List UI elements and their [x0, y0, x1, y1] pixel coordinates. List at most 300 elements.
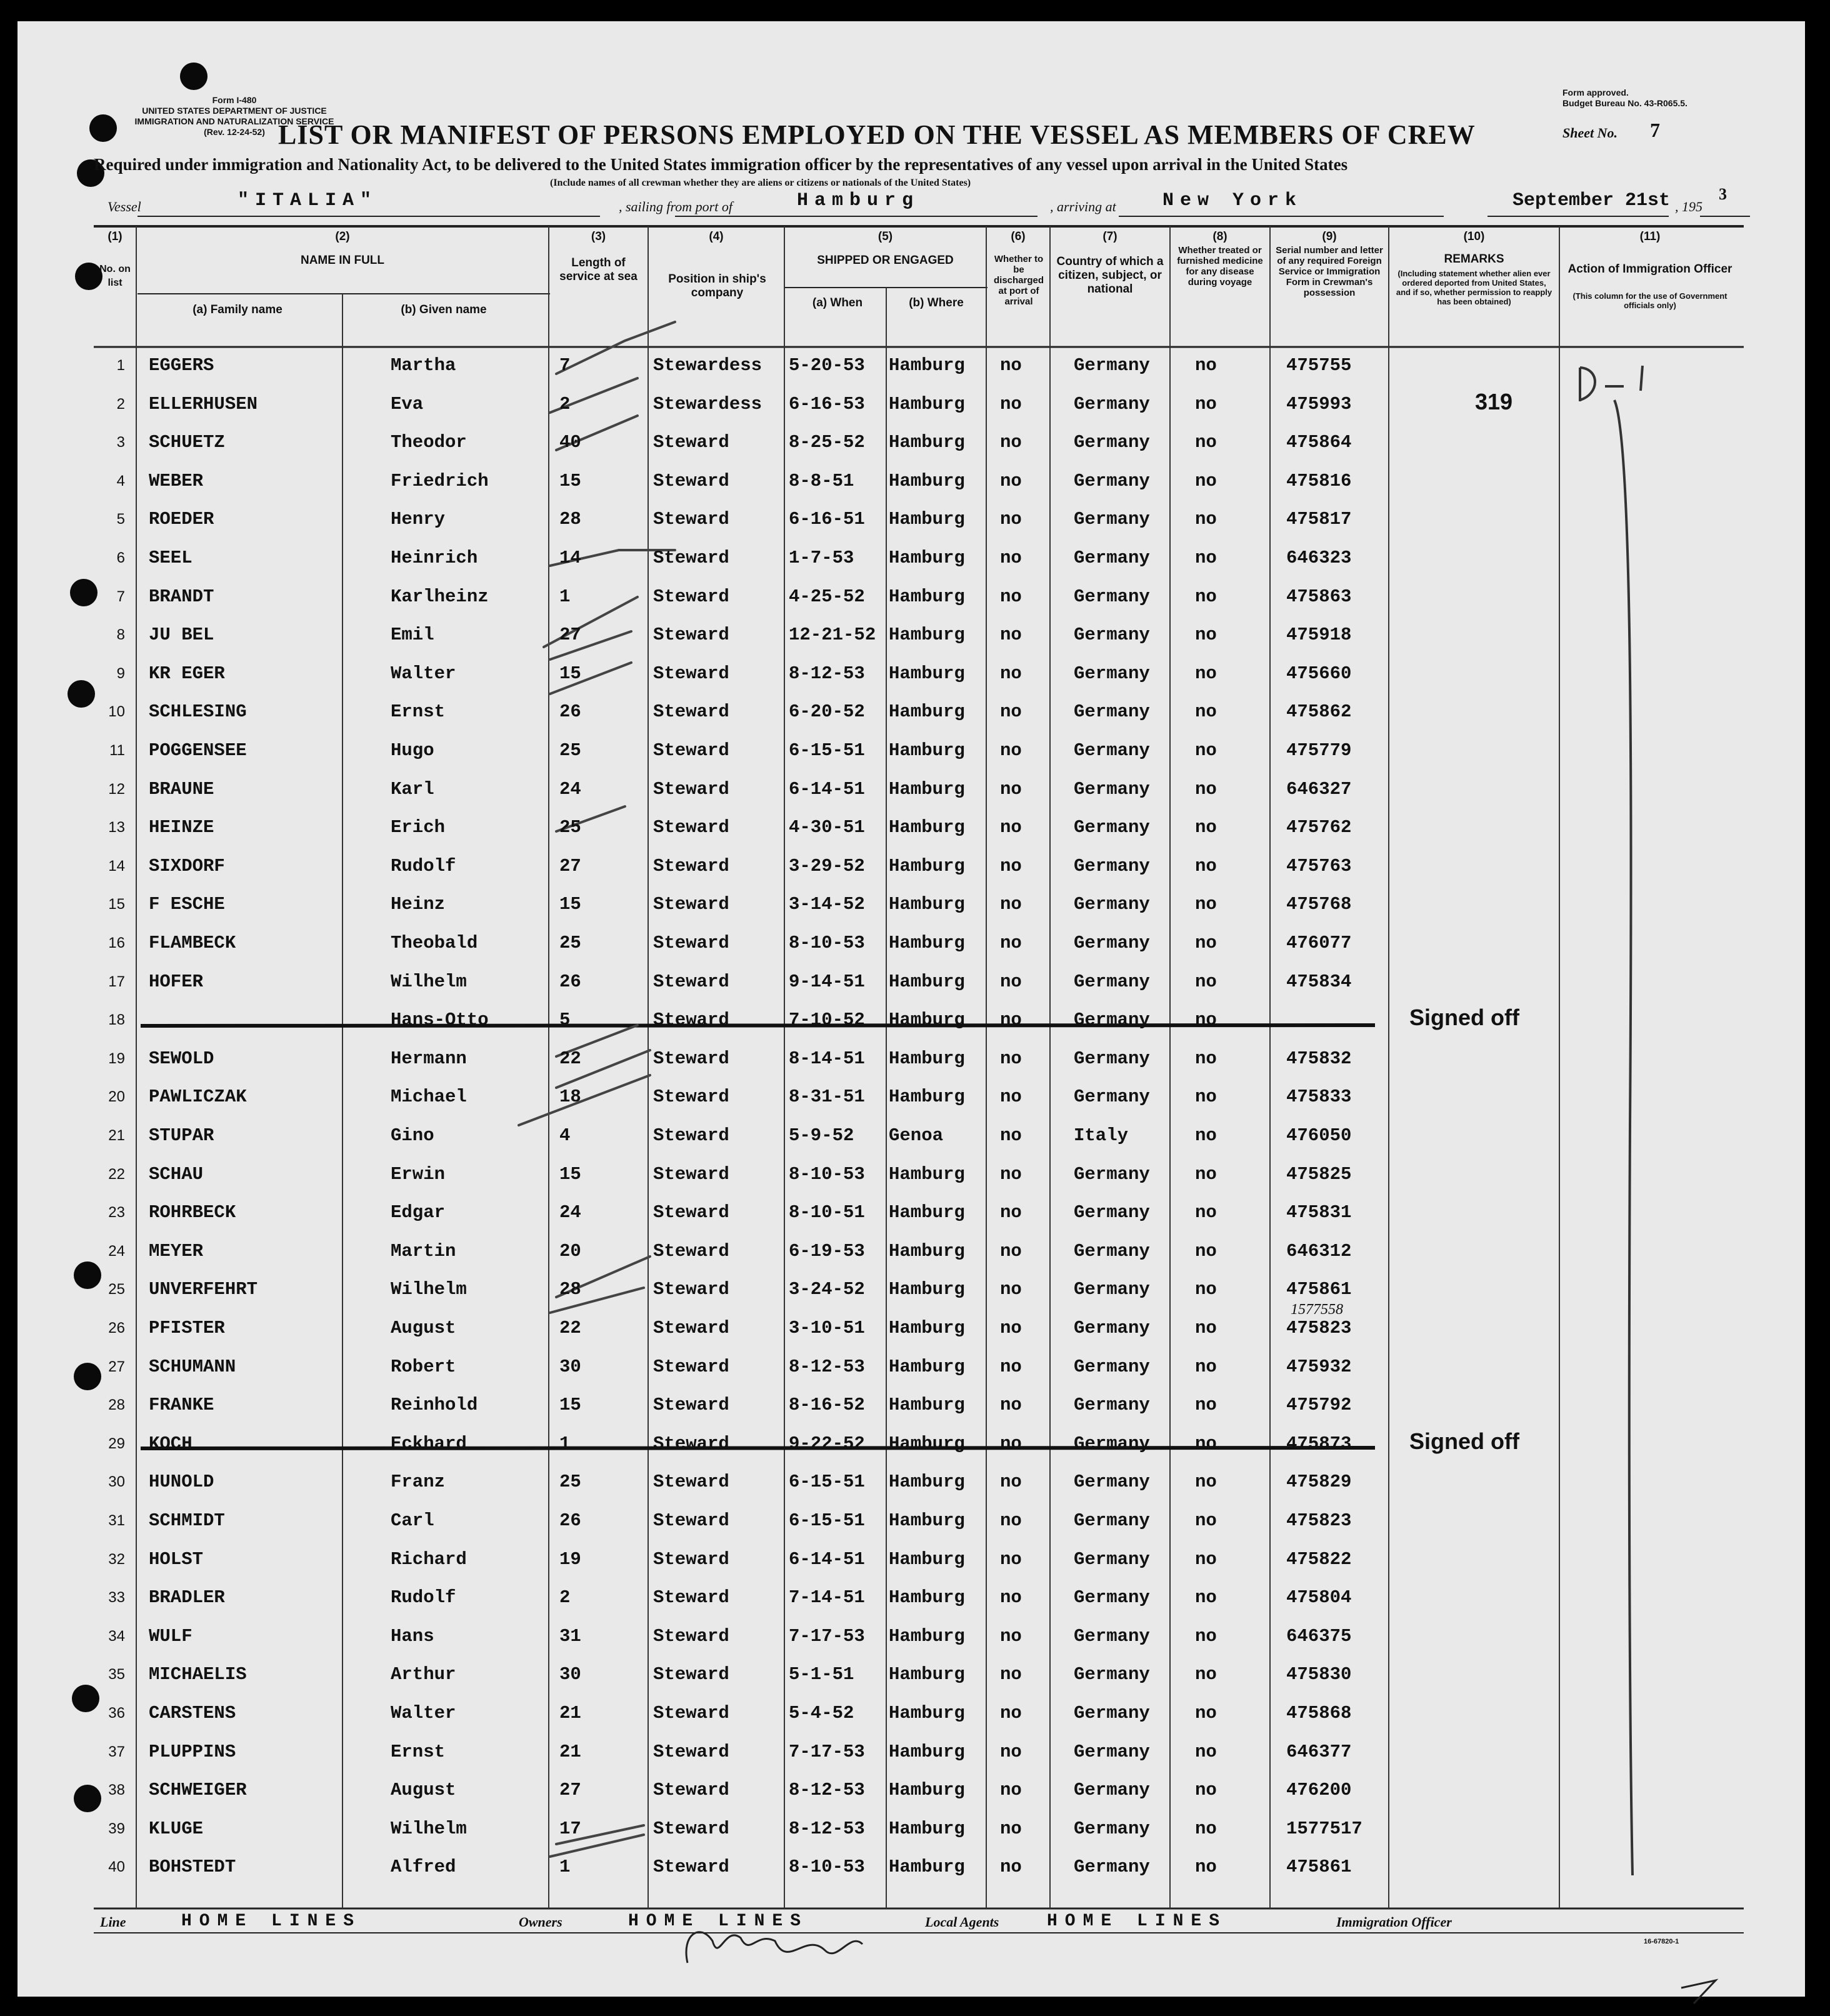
service-length: 1 — [559, 586, 571, 607]
row-number: 5 — [116, 511, 125, 528]
service-length: 25 — [559, 817, 581, 838]
serial-number: 646323 — [1286, 548, 1352, 568]
service-length: 24 — [559, 1202, 581, 1223]
remark: Signed off — [1409, 1005, 1519, 1031]
col5-num: (5) — [878, 230, 893, 243]
row-number: 12 — [108, 780, 125, 798]
col7-num: (7) — [1102, 230, 1118, 243]
budget-bureau: Budget Bureau No. 43-R065.5. — [1562, 98, 1688, 108]
shipped-when: 9-22-52 — [789, 1433, 865, 1454]
row-number: 1 — [116, 357, 125, 374]
medicine: no — [1195, 971, 1217, 992]
given-name: Michael — [391, 1086, 467, 1108]
given-name: Rudolf — [391, 855, 456, 876]
family-name: POGGENSEE — [149, 740, 247, 761]
medicine: no — [1195, 624, 1217, 646]
family-name: PAWLICZAK — [149, 1086, 247, 1108]
serial-number: 475862 — [1286, 701, 1352, 723]
form-approved: Form approved. — [1562, 88, 1629, 98]
given-name: Carl — [391, 1510, 434, 1531]
agents-label: Local Agents — [925, 1914, 999, 1930]
serial-number: 475660 — [1286, 663, 1352, 684]
remarks-note: (Including statement whether alien ever ordered deported from United States, and if so, whether permission to reapply has been obtained) — [1396, 269, 1552, 306]
serial-number: 646375 — [1286, 1625, 1352, 1647]
family-name: HOFER — [149, 971, 204, 992]
shipped-when: 7-14-51 — [789, 1587, 865, 1608]
given-name: Richard — [391, 1548, 467, 1570]
family-name: KR EGER — [149, 663, 225, 684]
shipped-when: 6-20-52 — [789, 701, 865, 723]
country: Germany — [1074, 1395, 1150, 1416]
shipped-where: Hamburg — [889, 393, 965, 414]
discharged: no — [1000, 933, 1022, 953]
medicine: no — [1195, 1086, 1217, 1108]
family-name: SEWOLD — [149, 1048, 214, 1069]
row-number: 29 — [108, 1435, 125, 1452]
country: Germany — [1074, 894, 1150, 915]
medicine: no — [1195, 1010, 1217, 1031]
country: Italy — [1074, 1125, 1129, 1146]
medicine: no — [1195, 1510, 1217, 1531]
discharged: no — [1000, 1472, 1022, 1493]
country: Germany — [1074, 971, 1150, 992]
given-name: Wilhelm — [391, 1818, 467, 1839]
medicine: no — [1195, 548, 1217, 568]
family-name: SCHLESING — [149, 701, 247, 723]
position: Steward — [653, 470, 729, 491]
medicine: no — [1195, 1202, 1217, 1223]
service-length: 4 — [559, 1125, 571, 1146]
medicine: no — [1195, 1857, 1217, 1878]
country: Germany — [1074, 740, 1150, 761]
given-name: Rudolf — [391, 1587, 456, 1608]
medicine: no — [1195, 1741, 1217, 1762]
remarks-header: REMARKS — [1444, 253, 1504, 266]
given-name: Eva — [391, 393, 424, 414]
shipped-when: 8-14-51 — [789, 1048, 865, 1069]
shipped-when: 8-12-53 — [789, 663, 865, 684]
shipped-when: 6-15-51 — [789, 1510, 865, 1531]
shipped-when: 5-4-52 — [789, 1703, 854, 1723]
given-name: Heinz — [391, 894, 446, 915]
serial-number: 475834 — [1286, 971, 1352, 992]
service-length: 26 — [559, 701, 581, 723]
given-name: Theobald — [391, 933, 478, 953]
treated-header: Whether treated or furnished medicine for any disease during voyage — [1177, 245, 1263, 288]
country: Germany — [1074, 355, 1150, 376]
country: Germany — [1074, 548, 1150, 568]
shipped-when: 3-29-52 — [789, 855, 865, 876]
shipped-where: Hamburg — [889, 586, 965, 607]
family-name: WEBER — [149, 470, 204, 491]
position: Steward — [653, 740, 729, 761]
discharged: no — [1000, 1048, 1022, 1069]
country: Germany — [1074, 1356, 1150, 1377]
row-number: 9 — [116, 664, 125, 682]
medicine: no — [1195, 509, 1217, 530]
position: Steward — [653, 855, 729, 876]
position: Steward — [653, 1472, 729, 1493]
country: Germany — [1074, 1741, 1150, 1762]
serial-number: 475832 — [1286, 1048, 1352, 1069]
discharged: no — [1000, 393, 1022, 414]
discharged: no — [1000, 548, 1022, 568]
shipped-where: Hamburg — [889, 1664, 965, 1685]
shipped-when: 8-12-53 — [789, 1818, 865, 1839]
family-name: PFISTER — [149, 1318, 225, 1338]
position: Steward — [653, 509, 729, 530]
serial-number: 475792 — [1286, 1395, 1352, 1416]
position: Stewardess — [653, 355, 762, 376]
position: Steward — [653, 432, 729, 453]
shipped-when: 3-10-51 — [789, 1318, 865, 1338]
include-note: (Include names of all crewman whether they are aliens or citizens or nationals of the United States) — [550, 178, 971, 188]
shipped-where: Hamburg — [889, 470, 965, 491]
shipped-when: 8-31-51 — [789, 1086, 865, 1108]
department: UNITED STATES DEPARTMENT OF JUSTICE — [142, 106, 327, 116]
serial-number: 475817 — [1286, 509, 1352, 530]
country: Germany — [1074, 778, 1150, 800]
shipped-when: 4-30-51 — [789, 817, 865, 838]
position: Steward — [653, 1048, 729, 1069]
row-number: 19 — [108, 1050, 125, 1067]
country: Germany — [1074, 1279, 1150, 1300]
service-length: 40 — [559, 432, 581, 453]
serial-number: 475763 — [1286, 855, 1352, 876]
discharged: no — [1000, 1010, 1022, 1031]
family-name: PLUPPINS — [149, 1741, 236, 1762]
position: Steward — [653, 778, 729, 800]
family-name: FRANKE — [149, 1395, 214, 1416]
family-name: JU BEL — [149, 624, 214, 646]
shipped-where: Genoa — [889, 1125, 944, 1146]
given-name: Hans-Otto — [391, 1010, 489, 1031]
service-length: 14 — [559, 548, 581, 568]
col11-num: (11) — [1639, 230, 1661, 243]
service-length: 15 — [559, 1163, 581, 1185]
service-length: 26 — [559, 1510, 581, 1531]
service-length: 2 — [559, 1587, 571, 1608]
row-number: 32 — [108, 1550, 125, 1568]
shipped-when: 5-9-52 — [789, 1125, 854, 1146]
service: IMMIGRATION AND NATURALIZATION SERVICE — [134, 116, 334, 126]
medicine: no — [1195, 817, 1217, 838]
shipped-when: 8-10-53 — [789, 1163, 865, 1185]
serial-number: 475755 — [1286, 355, 1352, 376]
departure-port: Hamburg — [797, 190, 920, 211]
year-label: , 195 — [1675, 199, 1702, 214]
col8-num: (8) — [1212, 230, 1228, 243]
serial-number: 475868 — [1286, 1703, 1352, 1723]
row-number: 28 — [108, 1397, 125, 1414]
revision: (Rev. 12-24-52) — [204, 127, 265, 137]
serial-number: 475833 — [1286, 1086, 1352, 1108]
position: Steward — [653, 1703, 729, 1723]
service-length: 27 — [559, 855, 581, 876]
line-label: Line — [100, 1914, 126, 1930]
country: Germany — [1074, 624, 1150, 646]
serial-number: 475823 — [1286, 1318, 1352, 1338]
service-length: 7 — [559, 355, 571, 376]
shipped-where: Hamburg — [889, 1048, 965, 1069]
service-length: 25 — [559, 1472, 581, 1493]
shipped-when: 6-16-53 — [789, 393, 865, 414]
position: Steward — [653, 1548, 729, 1570]
row-number: 35 — [108, 1666, 125, 1683]
serial-number: 475861 — [1286, 1279, 1352, 1300]
shipped-when: 8-25-52 — [789, 432, 865, 453]
row-number: 7 — [116, 588, 125, 605]
row-number: 3 — [116, 434, 125, 451]
country: Germany — [1074, 1664, 1150, 1685]
length-header: Length of service at sea — [559, 256, 638, 283]
service-length: 21 — [559, 1703, 581, 1723]
shipped-when: 3-14-52 — [789, 894, 865, 915]
row-number: 31 — [108, 1512, 125, 1529]
given-name: Henry — [391, 509, 446, 530]
discharged: no — [1000, 1202, 1022, 1223]
family-name: SCHUMANN — [149, 1356, 236, 1377]
service-length: 1 — [559, 1857, 571, 1878]
position: Steward — [653, 1010, 729, 1031]
service-length: 22 — [559, 1318, 581, 1338]
remark: Signed off — [1409, 1428, 1519, 1454]
row-number: 10 — [108, 703, 125, 721]
country-header: Country of which a citizen, subject, or national — [1056, 255, 1164, 296]
discharged: no — [1000, 1548, 1022, 1570]
shipped-when: 8-16-52 — [789, 1395, 865, 1416]
country: Germany — [1074, 1048, 1150, 1069]
discharged: no — [1000, 586, 1022, 607]
country: Germany — [1074, 1625, 1150, 1647]
medicine: no — [1195, 1472, 1217, 1493]
discharged: no — [1000, 1240, 1022, 1261]
country: Germany — [1074, 393, 1150, 414]
country: Germany — [1074, 470, 1150, 491]
medicine: no — [1195, 933, 1217, 953]
position-header: Position in ship's company — [668, 273, 766, 299]
family-name: SIXDORF — [149, 855, 225, 876]
service-length: 22 — [559, 1048, 581, 1069]
col9-num: (9) — [1322, 230, 1337, 243]
given-name: Martin — [391, 1240, 456, 1261]
country: Germany — [1074, 1433, 1150, 1454]
given-name: Hans — [391, 1625, 434, 1647]
discharged: no — [1000, 1433, 1022, 1454]
row-number: 27 — [108, 1358, 125, 1375]
col1-label: No. on list — [99, 264, 131, 288]
discharged: no — [1000, 1125, 1022, 1146]
given-name: Erwin — [391, 1163, 446, 1185]
country: Germany — [1074, 1318, 1150, 1338]
given-name: Wilhelm — [391, 971, 467, 992]
family-name: MICHAELIS — [149, 1664, 247, 1685]
shipped-where: Hamburg — [889, 432, 965, 453]
serial-header: Serial number and letter of any required Foreign Service or Immigration Form in Crewman's possession — [1276, 245, 1383, 298]
position: Steward — [653, 1125, 729, 1146]
row-number: 40 — [108, 1858, 125, 1876]
position: Steward — [653, 1587, 729, 1608]
col2-label: NAME IN FULL — [300, 254, 385, 267]
discharged: no — [1000, 1703, 1022, 1723]
shipped-when: 9-14-51 — [789, 971, 865, 992]
shipped-where: Hamburg — [889, 1472, 965, 1493]
position: Steward — [653, 1857, 729, 1878]
shipped-where: Hamburg — [889, 817, 965, 838]
position: Steward — [653, 1780, 729, 1801]
given-name: Heinrich — [391, 548, 478, 568]
given-name-header: (b) Given name — [401, 303, 487, 316]
serial-number: 475861 — [1286, 1857, 1352, 1878]
action-note: (This column for the use of Government officials only) — [1572, 291, 1728, 310]
discharged: no — [1000, 470, 1022, 491]
row-number: 21 — [108, 1127, 125, 1144]
serial-correction: 1577558 — [1291, 1301, 1343, 1318]
where-header: (b) Where — [909, 296, 964, 309]
row-number: 22 — [108, 1165, 125, 1183]
service-length: 15 — [559, 470, 581, 491]
family-name: CARSTENS — [149, 1703, 236, 1723]
col4-num: (4) — [709, 230, 724, 243]
serial-number: 476200 — [1286, 1780, 1352, 1801]
shipped-where: Hamburg — [889, 1548, 965, 1570]
shipped-when: 3-24-52 — [789, 1279, 865, 1300]
shipped-where: Hamburg — [889, 1279, 965, 1300]
row-number: 6 — [116, 549, 125, 566]
shipped-where: Hamburg — [889, 1510, 965, 1531]
discharged: no — [1000, 1318, 1022, 1338]
line-value: HOME LINES — [181, 1912, 362, 1931]
given-name: Friedrich — [391, 470, 489, 491]
given-name: Arthur — [391, 1664, 456, 1685]
officer-label: Immigration Officer — [1336, 1914, 1452, 1930]
medicine: no — [1195, 1625, 1217, 1647]
service-length: 17 — [559, 1818, 581, 1839]
country: Germany — [1074, 1086, 1150, 1108]
country: Germany — [1074, 701, 1150, 723]
medicine: no — [1195, 1395, 1217, 1416]
owners-value: HOME LINES — [628, 1912, 809, 1931]
service-length: 30 — [559, 1664, 581, 1685]
given-name: Hermann — [391, 1048, 467, 1069]
medicine: no — [1195, 1163, 1217, 1185]
shipped-when: 6-14-51 — [789, 1548, 865, 1570]
shipped-where: Hamburg — [889, 933, 965, 953]
service-length: 5 — [559, 1010, 571, 1031]
discharged: no — [1000, 778, 1022, 800]
arrival-port: New York — [1162, 190, 1303, 211]
serial-number: 646312 — [1286, 1240, 1352, 1261]
when-header: (a) When — [812, 296, 863, 309]
shipped-where: Hamburg — [889, 1395, 965, 1416]
country: Germany — [1074, 1202, 1150, 1223]
col2-num: (2) — [335, 230, 350, 243]
discharged: no — [1000, 355, 1022, 376]
row-number: 8 — [116, 626, 125, 644]
service-length: 27 — [559, 624, 581, 646]
row-number: 33 — [108, 1589, 125, 1607]
family-name: STUPAR — [149, 1125, 214, 1146]
row-number: 25 — [108, 1281, 125, 1298]
position: Steward — [653, 624, 729, 646]
service-length: 28 — [559, 509, 581, 530]
shipped-where: Hamburg — [889, 701, 965, 723]
shipped-when: 6-15-51 — [789, 740, 865, 761]
form-number: Form I-480 — [212, 95, 257, 105]
given-name: Ernst — [391, 701, 446, 723]
discharged: no — [1000, 894, 1022, 915]
shipped-where: Hamburg — [889, 509, 965, 530]
serial-number: 475768 — [1286, 894, 1352, 915]
row-number: 4 — [116, 472, 125, 489]
print-code: 16-67820-1 — [1644, 1938, 1679, 1945]
row-number: 36 — [108, 1705, 125, 1722]
discharged: no — [1000, 855, 1022, 876]
family-name: F ESCHE — [149, 894, 225, 915]
service-length: 18 — [559, 1086, 581, 1108]
country: Germany — [1074, 663, 1150, 684]
family-name: SCHAU — [149, 1163, 204, 1185]
service-length: 30 — [559, 1356, 581, 1377]
remark: 319 — [1475, 388, 1513, 414]
country: Germany — [1074, 1163, 1150, 1185]
row-number: 16 — [108, 935, 125, 951]
serial-number: 475823 — [1286, 1510, 1352, 1531]
shipped-when: 8-10-53 — [789, 933, 865, 953]
service-length: 1 — [559, 1433, 571, 1454]
country: Germany — [1074, 1472, 1150, 1493]
position: Steward — [653, 1741, 729, 1762]
shipped-where: Hamburg — [889, 1433, 965, 1454]
position: Steward — [653, 1395, 729, 1416]
shipped-where: Hamburg — [889, 1163, 965, 1185]
serial-number: 475762 — [1286, 817, 1352, 838]
service-length: 25 — [559, 933, 581, 953]
given-name: Franz — [391, 1472, 446, 1493]
serial-number: 476050 — [1286, 1125, 1352, 1146]
medicine: no — [1195, 701, 1217, 723]
row-number: 13 — [108, 819, 125, 836]
shipped-when: 7-10-52 — [789, 1010, 865, 1031]
position: Steward — [653, 1202, 729, 1223]
position: Steward — [653, 663, 729, 684]
medicine: no — [1195, 1664, 1217, 1685]
given-name: Eckhard — [391, 1433, 467, 1454]
family-name: SEEL — [149, 548, 192, 568]
position: Stewardess — [653, 393, 762, 414]
position: Steward — [653, 1086, 729, 1108]
medicine: no — [1195, 1279, 1217, 1300]
discharged: no — [1000, 1279, 1022, 1300]
discharged: no — [1000, 1356, 1022, 1377]
medicine: no — [1195, 1818, 1217, 1839]
family-name: KOCH — [149, 1433, 192, 1454]
given-name: Karlheinz — [391, 586, 489, 607]
sheet-label: Sheet No. — [1562, 125, 1618, 141]
given-name: Hugo — [391, 740, 434, 761]
medicine: no — [1195, 586, 1217, 607]
shipped-when: 7-17-53 — [789, 1741, 865, 1762]
shipped-where: Hamburg — [889, 548, 965, 568]
family-name: EGGERS — [149, 355, 214, 376]
given-name: Theodor — [391, 432, 467, 453]
shipped-where: Hamburg — [889, 778, 965, 800]
position: Steward — [653, 1818, 729, 1839]
col6-num: (6) — [1011, 230, 1026, 243]
medicine: no — [1195, 393, 1217, 414]
position: Steward — [653, 1279, 729, 1300]
position: Steward — [653, 817, 729, 838]
